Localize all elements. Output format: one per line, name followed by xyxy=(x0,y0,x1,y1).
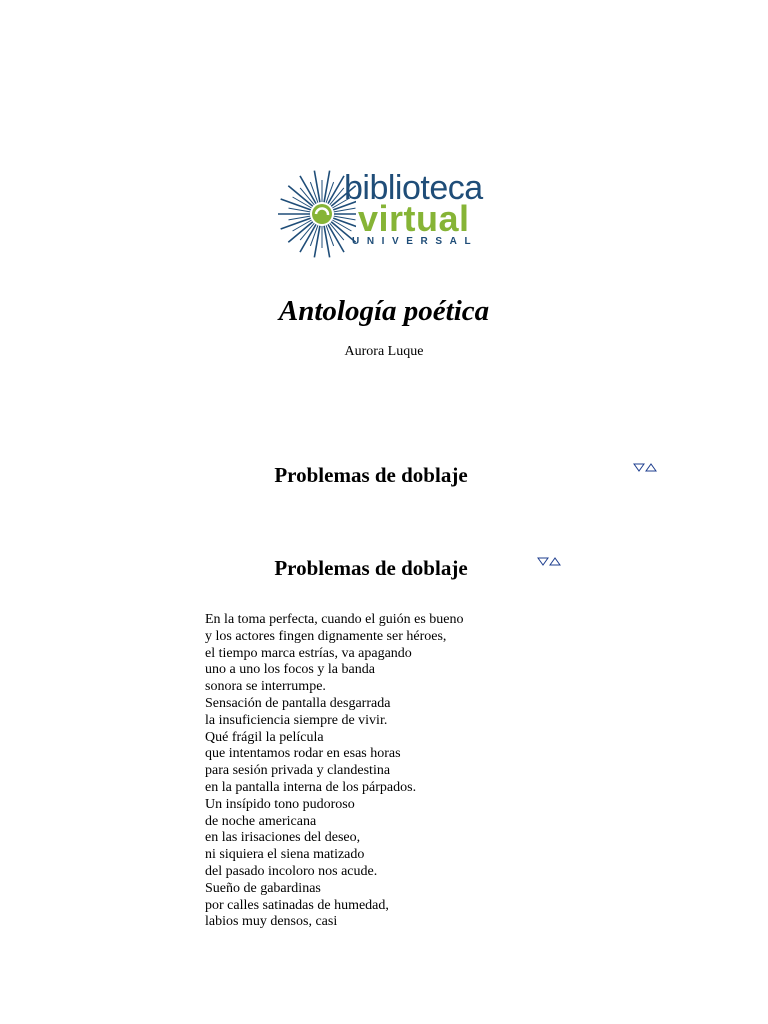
poem-line: de noche americana xyxy=(205,813,317,829)
poem-body xyxy=(205,612,625,931)
poem-line: el tiempo marca estrías, va apagando xyxy=(205,645,412,661)
biblioteca-virtual-logo xyxy=(266,168,506,262)
poem-line: Sensación de pantalla desgarrada xyxy=(205,695,391,711)
section-heading: Problemas de doblaje xyxy=(274,463,468,487)
poem-line: para sesión privada y clandestina xyxy=(205,763,391,779)
arrow-up-icon[interactable] xyxy=(645,459,657,469)
logo-text-biblioteca: biblioteca xyxy=(344,169,483,207)
poem-line: la insuficiencia siempre de vivir. xyxy=(205,712,388,728)
poem-line: y los actores fingen dignamente ser héroes, xyxy=(205,628,447,644)
poem-line: uno a uno los focos y la banda xyxy=(205,662,375,678)
sunburst-ray xyxy=(314,226,320,258)
arrow-down-icon[interactable] xyxy=(537,553,549,563)
sunburst-ray xyxy=(314,171,320,203)
poem-line: en las irisaciones del deseo, xyxy=(205,830,361,846)
poem-line: Un insípido tono pudoroso xyxy=(205,796,355,812)
sunburst-ray xyxy=(324,226,330,258)
book-title: Antología poética xyxy=(278,295,490,327)
poem-title: Problemas de doblaje xyxy=(274,556,468,580)
poem-line: Qué frágil la película xyxy=(205,729,324,745)
section-nav xyxy=(633,459,657,469)
sunburst-ray xyxy=(324,171,330,203)
poem-line: que intentamos rodar en esas horas xyxy=(205,746,401,762)
logo-text-virtual: virtual xyxy=(358,198,470,239)
poem-line: en la pantalla interna de los párpados. xyxy=(205,779,417,795)
poem-line: por calles satinadas de humedad, xyxy=(205,897,389,913)
poem-nav xyxy=(537,553,561,563)
poem-line: ni siquiera el siena matizado xyxy=(205,847,365,863)
arrow-down-icon[interactable] xyxy=(633,459,645,469)
poem-line: Sueño de gabardinas xyxy=(205,880,321,896)
poem-line: labios muy densos, casi xyxy=(205,914,338,930)
logo-text-universal: UNIVERSAL xyxy=(352,236,479,247)
poem-line: sonora se interrumpe. xyxy=(205,679,326,695)
arrow-up-icon[interactable] xyxy=(549,553,561,563)
poem-line: En la toma perfecta, cuando el guión es bueno xyxy=(205,612,464,627)
sunburst-icon xyxy=(266,168,356,262)
poem-line: del pasado incoloro nos acude. xyxy=(205,863,378,879)
book-author: Aurora Luque xyxy=(344,344,424,359)
